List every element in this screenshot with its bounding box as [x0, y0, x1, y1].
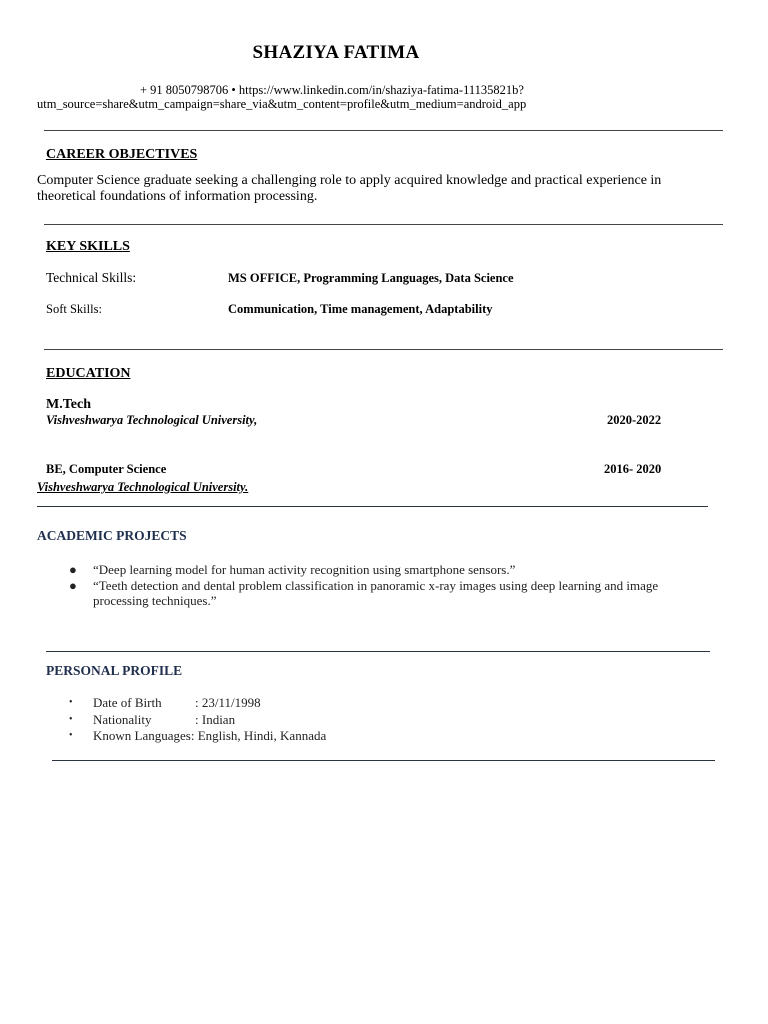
soft-skills-value: Communication, Time management, Adaptability — [228, 302, 493, 316]
key-skills-heading: KEY SKILLS — [46, 239, 130, 254]
divider — [44, 349, 723, 350]
technical-skills-label: Technical Skills: — [46, 270, 137, 285]
personal-profile-heading: PERSONAL PROFILE — [46, 663, 183, 678]
education-degree: M.Tech — [46, 397, 91, 412]
bullet-icon: ● — [69, 562, 77, 577]
projects-list — [69, 562, 703, 609]
divider — [46, 651, 710, 652]
profile-label: Known Languages — [93, 728, 191, 743]
career-objectives-heading: CAREER OBJECTIVES — [46, 147, 198, 162]
bullet-icon: • — [69, 730, 73, 741]
profile-value: : English, Hindi, Kannada — [190, 728, 327, 743]
education-degree: BE, Computer Science — [46, 462, 167, 476]
list-item — [69, 562, 703, 577]
divider — [52, 760, 715, 761]
career-objectives-text: Computer Science graduate seeking a challenging role to apply acquired knowledge and practical experience in theoretical foundations of information processing. — [37, 173, 662, 204]
education-dates: 2016- 2020 — [604, 462, 662, 476]
divider — [37, 506, 708, 507]
academic-projects-heading: ACADEMIC PROJECTS — [37, 528, 187, 543]
profile-list — [69, 695, 327, 745]
project-text: “Deep learning model for human activity recognition using smartphone sensors.” — [93, 562, 516, 577]
divider — [44, 130, 723, 131]
list-item — [69, 695, 326, 712]
contact-line-1: + 91 8050798706 • https://www.linkedin.com/in/shaziya-fatima-11135821b? — [140, 83, 524, 97]
bullet-icon: ● — [69, 578, 77, 593]
list-item — [69, 711, 326, 729]
bullet-icon: • — [69, 713, 73, 725]
profile-label: Nationality — [93, 711, 152, 727]
education-university: Vishveshwarya Technological University. — [37, 480, 249, 494]
profile-value: : 23/11/1998 — [195, 695, 261, 710]
divider — [44, 224, 723, 225]
project-text: “Teeth detection and dental problem classification in panoramic x-ray images using deep learning and image processing techniques.” — [93, 578, 659, 608]
education-university: Vishveshwarya Technological University, — [46, 413, 258, 427]
soft-skills-label: Soft Skills: — [46, 302, 102, 316]
bullet-icon: • — [69, 697, 73, 708]
education-dates: 2020-2022 — [607, 413, 662, 427]
list-item — [69, 728, 327, 745]
candidate-name: SHAZIYA FATIMA — [252, 42, 420, 63]
contact-line-2: utm_source=share&utm_campaign=share_via&utm_content=profile&utm_medium=android_app — [37, 97, 527, 111]
technical-skills-value: MS OFFICE, Programming Languages, Data Science — [228, 271, 514, 285]
profile-label: Date of Birth — [93, 695, 162, 710]
profile-value: : Indian — [195, 711, 236, 727]
list-item — [69, 578, 703, 608]
education-heading: EDUCATION — [46, 366, 131, 381]
